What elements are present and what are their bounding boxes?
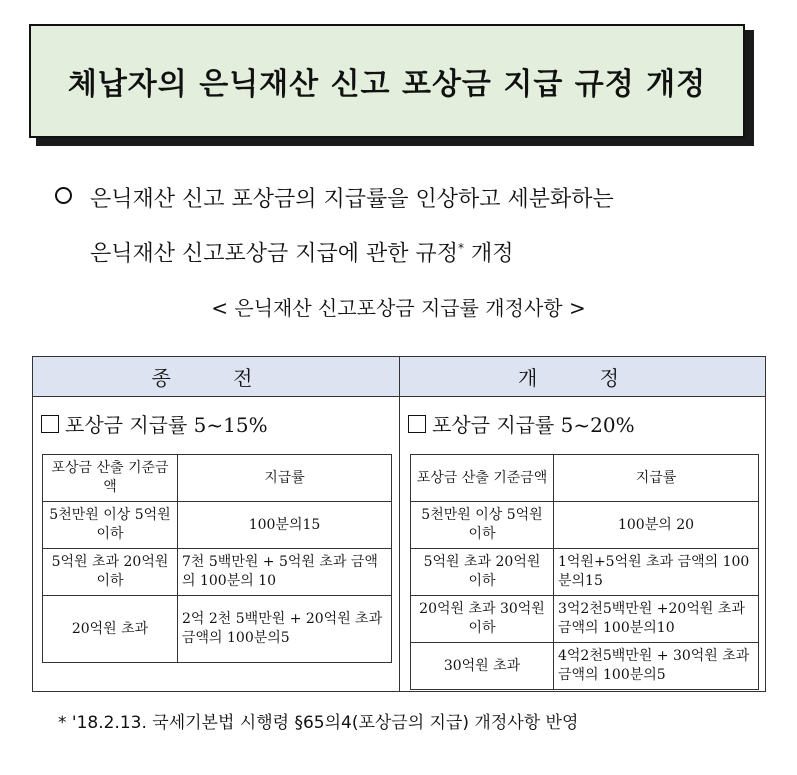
table-cell: 20억원 초과	[43, 596, 178, 663]
after-rate-text: 포상금 지급률 5~20%	[432, 413, 635, 437]
table-header-row	[411, 455, 759, 502]
table-row	[411, 502, 759, 549]
bullet-paragraph	[55, 176, 755, 278]
table-header-cell: 포상금 산출 기준금액	[411, 455, 554, 502]
table-cell: 3억2천5백만원 +20억원 초과 금액의 100분의10	[554, 596, 759, 643]
before-rate-table	[42, 454, 392, 663]
checkbox-icon	[41, 415, 59, 433]
after-column-header: 개 정	[400, 357, 765, 397]
table-cell: 5억원 초과 20억원 이하	[43, 549, 178, 596]
table-row	[411, 549, 759, 596]
before-rate	[41, 409, 268, 438]
checkbox-icon	[408, 415, 426, 433]
table-cell: 4억2천5백만원 + 30억원 초과 금액의 100분의5	[554, 643, 759, 690]
table-cell: 5억원 초과 20억원 이하	[411, 549, 554, 596]
column-divider	[399, 357, 400, 691]
section-subtitle: < 은닉재산 신고포상금 지급률 개정사항 >	[211, 296, 586, 320]
circle-bullet-icon	[55, 187, 72, 204]
table-cell: 100분의 20	[554, 502, 759, 549]
before-rate-text: 포상금 지급률 5~15%	[65, 413, 268, 437]
title-box	[29, 24, 745, 138]
comparison-table	[32, 356, 766, 692]
bullet-line-2-end: 개정	[471, 241, 514, 267]
page-title: 체납자의 은닉재산 신고 포상금 지급 규정 개정	[67, 67, 707, 102]
after-rate	[408, 409, 635, 438]
bullet-line-2: 은닉재산 신고포상금 지급에 관한 규정	[90, 241, 459, 267]
table-cell: 1억원+5억원 초과 금액의 100분의15	[554, 549, 759, 596]
table-cell: 5천만원 이상 5억원 이하	[43, 502, 178, 549]
table-row	[43, 596, 392, 663]
table-cell: 5천만원 이상 5억원 이하	[411, 502, 554, 549]
table-row	[411, 643, 759, 690]
table-cell: 7천 5백만원 + 5억원 초과 금액의 100분의 10	[178, 549, 392, 596]
table-header-cell: 지급률	[554, 455, 759, 502]
table-header-row	[43, 455, 392, 502]
table-row	[43, 549, 392, 596]
table-cell: 20억원 초과 30억원 이하	[411, 596, 554, 643]
bullet-line-1: 은닉재산 신고 포상금의 지급률을 인상하고 세분화하는	[90, 187, 614, 212]
table-header-cell: 포상금 산출 기준금액	[43, 455, 178, 502]
bullet-line-2-wrap	[55, 224, 755, 278]
table-row	[43, 502, 392, 549]
table-cell: 2억 2천 5백만원 + 20억원 초과 금액의 100분의5	[178, 596, 392, 663]
after-rate-table	[410, 454, 759, 690]
table-cell: 100분의15	[178, 502, 392, 549]
footnote-mark: *	[458, 241, 465, 255]
table-row	[411, 596, 759, 643]
footnote: * '18.2.13. 국세기본법 시행령 §65의4(포상금의 지급) 개정사항 반영	[58, 713, 579, 733]
before-column-header: 종 전	[33, 357, 399, 397]
table-header-cell: 지급률	[178, 455, 392, 502]
table-cell: 30억원 초과	[411, 643, 554, 690]
